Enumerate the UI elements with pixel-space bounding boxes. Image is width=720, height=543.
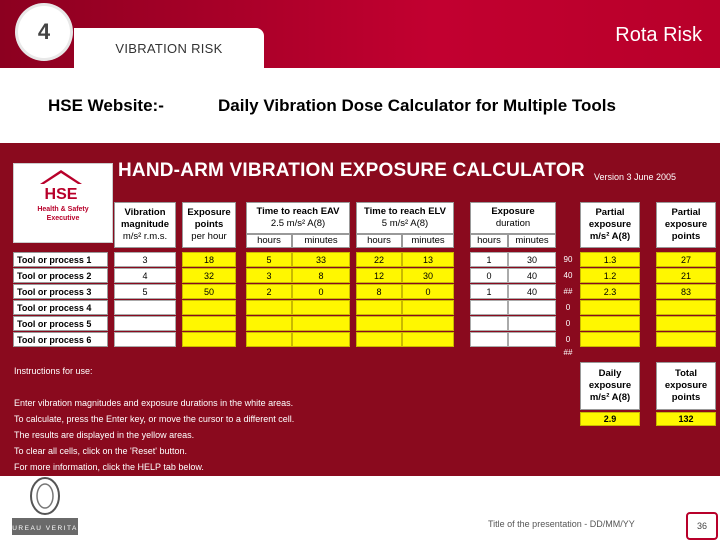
exposure-points-cell bbox=[182, 316, 236, 331]
eav-minutes-cell bbox=[292, 332, 350, 347]
hidden-minutes-total: 0 bbox=[565, 335, 571, 344]
instruction-line: To clear all cells, click on the 'Reset' button. bbox=[14, 446, 188, 456]
elv-minutes-cell: 13 bbox=[402, 252, 454, 267]
hidden-minutes-total: 0 bbox=[565, 319, 571, 328]
partial-exposure-cell: 2.3 bbox=[580, 284, 640, 299]
partial-points-cell bbox=[656, 316, 716, 331]
magnitude-input[interactable]: 4 bbox=[114, 268, 176, 283]
header-time-to-elv: Time to reach ELV 5 m/s² A(8) bbox=[356, 202, 454, 234]
partial-points-cell: 27 bbox=[656, 252, 716, 267]
header-partial-exposure: Partial exposure m/s² A(8) bbox=[580, 202, 640, 248]
partial-exposure-cell bbox=[580, 332, 640, 347]
duration-hours-input[interactable]: 1 bbox=[470, 284, 508, 299]
elv-minutes-cell: 30 bbox=[402, 268, 454, 283]
exposure-points-cell bbox=[182, 332, 236, 347]
hidden-total-marker: ## bbox=[563, 347, 573, 357]
elv-minutes-cell bbox=[402, 300, 454, 315]
svg-text:BUREAU VERITAS: BUREAU VERITAS bbox=[8, 525, 82, 532]
section-number-badge: 4 bbox=[18, 6, 70, 58]
calculator-version: Version 3 June 2005 bbox=[594, 172, 677, 182]
duration-minutes-input[interactable]: 40 bbox=[508, 284, 556, 299]
header-eav-minutes: minutes bbox=[292, 234, 350, 248]
eav-hours-cell: 3 bbox=[246, 268, 292, 283]
header-elv-hours: hours bbox=[356, 234, 402, 248]
header-duration-minutes: minutes bbox=[508, 234, 556, 248]
header-daily-exposure: Daily exposure m/s² A(8) bbox=[580, 362, 640, 410]
hse-logo-line1: Health & Safety bbox=[37, 206, 89, 213]
duration-hours-input[interactable]: 1 bbox=[470, 252, 508, 267]
row-label: Tool or process 6 bbox=[13, 332, 108, 347]
header-vibration-magnitude: Vibration magnitude m/s² r.m.s. bbox=[114, 202, 176, 248]
duration-minutes-input[interactable] bbox=[508, 316, 556, 331]
duration-hours-input[interactable] bbox=[470, 332, 508, 347]
eav-minutes-cell bbox=[292, 316, 350, 331]
duration-hours-input[interactable] bbox=[470, 300, 508, 315]
eav-minutes-cell: 8 bbox=[292, 268, 350, 283]
header-partial-points: Partial exposure points bbox=[656, 202, 716, 248]
presentation-title: Title of the presentation - DD/MM/YY bbox=[488, 519, 635, 529]
hse-website-label: HSE Website:- bbox=[48, 96, 164, 115]
exposure-points-cell: 32 bbox=[182, 268, 236, 283]
eav-hours-cell bbox=[246, 316, 292, 331]
partial-exposure-cell bbox=[580, 300, 640, 315]
magnitude-input[interactable] bbox=[114, 332, 176, 347]
hse-logo-line2: Executive bbox=[46, 215, 80, 222]
elv-minutes-cell bbox=[402, 332, 454, 347]
instruction-line: Enter vibration magnitudes and exposure durations in the white areas. bbox=[14, 398, 294, 408]
partial-exposure-cell: 1.2 bbox=[580, 268, 640, 283]
elv-hours-cell bbox=[356, 332, 402, 347]
section-title: VIBRATION RISK bbox=[74, 28, 264, 68]
elv-minutes-cell bbox=[402, 316, 454, 331]
partial-exposure-cell bbox=[580, 316, 640, 331]
total-points-value: 132 bbox=[656, 412, 716, 426]
daily-exposure-value: 2.9 bbox=[580, 412, 640, 426]
row-label: Tool or process 5 bbox=[13, 316, 108, 331]
partial-points-cell: 21 bbox=[656, 268, 716, 283]
instruction-line: The results are displayed in the yellow areas. bbox=[14, 430, 195, 440]
row-label: Tool or process 1 bbox=[13, 252, 108, 267]
partial-exposure-cell: 1.3 bbox=[580, 252, 640, 267]
eav-hours-cell bbox=[246, 300, 292, 315]
partial-points-cell bbox=[656, 300, 716, 315]
hse-house-icon bbox=[36, 168, 86, 202]
duration-hours-input[interactable]: 0 bbox=[470, 268, 508, 283]
header-duration-hours: hours bbox=[470, 234, 508, 248]
elv-minutes-cell: 0 bbox=[402, 284, 454, 299]
instructions-heading: Instructions for use: bbox=[14, 366, 93, 376]
magnitude-input[interactable] bbox=[114, 316, 176, 331]
duration-minutes-input[interactable]: 40 bbox=[508, 268, 556, 283]
header-elv-minutes: minutes bbox=[402, 234, 454, 248]
instruction-line: To calculate, press the Enter key, or move the cursor to a different cell. bbox=[14, 414, 295, 424]
hidden-minutes-total: 0 bbox=[565, 303, 571, 312]
header-total-points: Total exposure points bbox=[656, 362, 716, 410]
partial-points-cell: 83 bbox=[656, 284, 716, 299]
eav-hours-cell: 2 bbox=[246, 284, 292, 299]
header-exposure-duration: Exposure duration bbox=[470, 202, 556, 234]
duration-minutes-input[interactable]: 30 bbox=[508, 252, 556, 267]
svg-text:HSE: HSE bbox=[44, 186, 78, 202]
header-eav-hours: hours bbox=[246, 234, 292, 248]
eav-minutes-cell bbox=[292, 300, 350, 315]
elv-hours-cell bbox=[356, 316, 402, 331]
row-label: Tool or process 3 bbox=[13, 284, 108, 299]
exposure-points-cell bbox=[182, 300, 236, 315]
eav-minutes-cell: 33 bbox=[292, 252, 350, 267]
page-number: 36 bbox=[686, 512, 718, 540]
elv-hours-cell: 12 bbox=[356, 268, 402, 283]
duration-hours-input[interactable] bbox=[470, 316, 508, 331]
eav-hours-cell bbox=[246, 332, 292, 347]
eav-minutes-cell: 0 bbox=[292, 284, 350, 299]
instruction-line: For more information, click the HELP tab below. bbox=[14, 462, 204, 472]
hse-logo bbox=[13, 163, 113, 243]
brand-title: Rota Risk bbox=[615, 24, 702, 46]
eav-hours-cell: 5 bbox=[246, 252, 292, 267]
elv-hours-cell: 22 bbox=[356, 252, 402, 267]
elv-hours-cell: 8 bbox=[356, 284, 402, 299]
exposure-points-cell: 18 bbox=[182, 252, 236, 267]
hidden-minutes-total: 40 bbox=[563, 271, 573, 280]
magnitude-input[interactable]: 5 bbox=[114, 284, 176, 299]
header-exposure-points: Exposure points per hour bbox=[182, 202, 236, 248]
magnitude-input[interactable] bbox=[114, 300, 176, 315]
exposure-points-cell: 50 bbox=[182, 284, 236, 299]
row-label: Tool or process 2 bbox=[13, 268, 108, 283]
magnitude-input[interactable]: 3 bbox=[114, 252, 176, 267]
partial-points-cell bbox=[656, 332, 716, 347]
duration-minutes-input[interactable] bbox=[508, 332, 556, 347]
elv-hours-cell bbox=[356, 300, 402, 315]
hidden-minutes-total: 90 bbox=[563, 255, 573, 264]
calculator-title: HAND-ARM VIBRATION EXPOSURE CALCULATOR bbox=[118, 160, 585, 181]
row-label: Tool or process 4 bbox=[13, 300, 108, 315]
slide-subtitle: Daily Vibration Dose Calculator for Multiple Tools bbox=[218, 96, 616, 115]
bureau-veritas-logo bbox=[8, 476, 82, 538]
duration-minutes-input[interactable] bbox=[508, 300, 556, 315]
header-time-to-eav: Time to reach EAV 2.5 m/s² A(8) bbox=[246, 202, 350, 234]
hidden-minutes-total: ## bbox=[563, 287, 573, 296]
